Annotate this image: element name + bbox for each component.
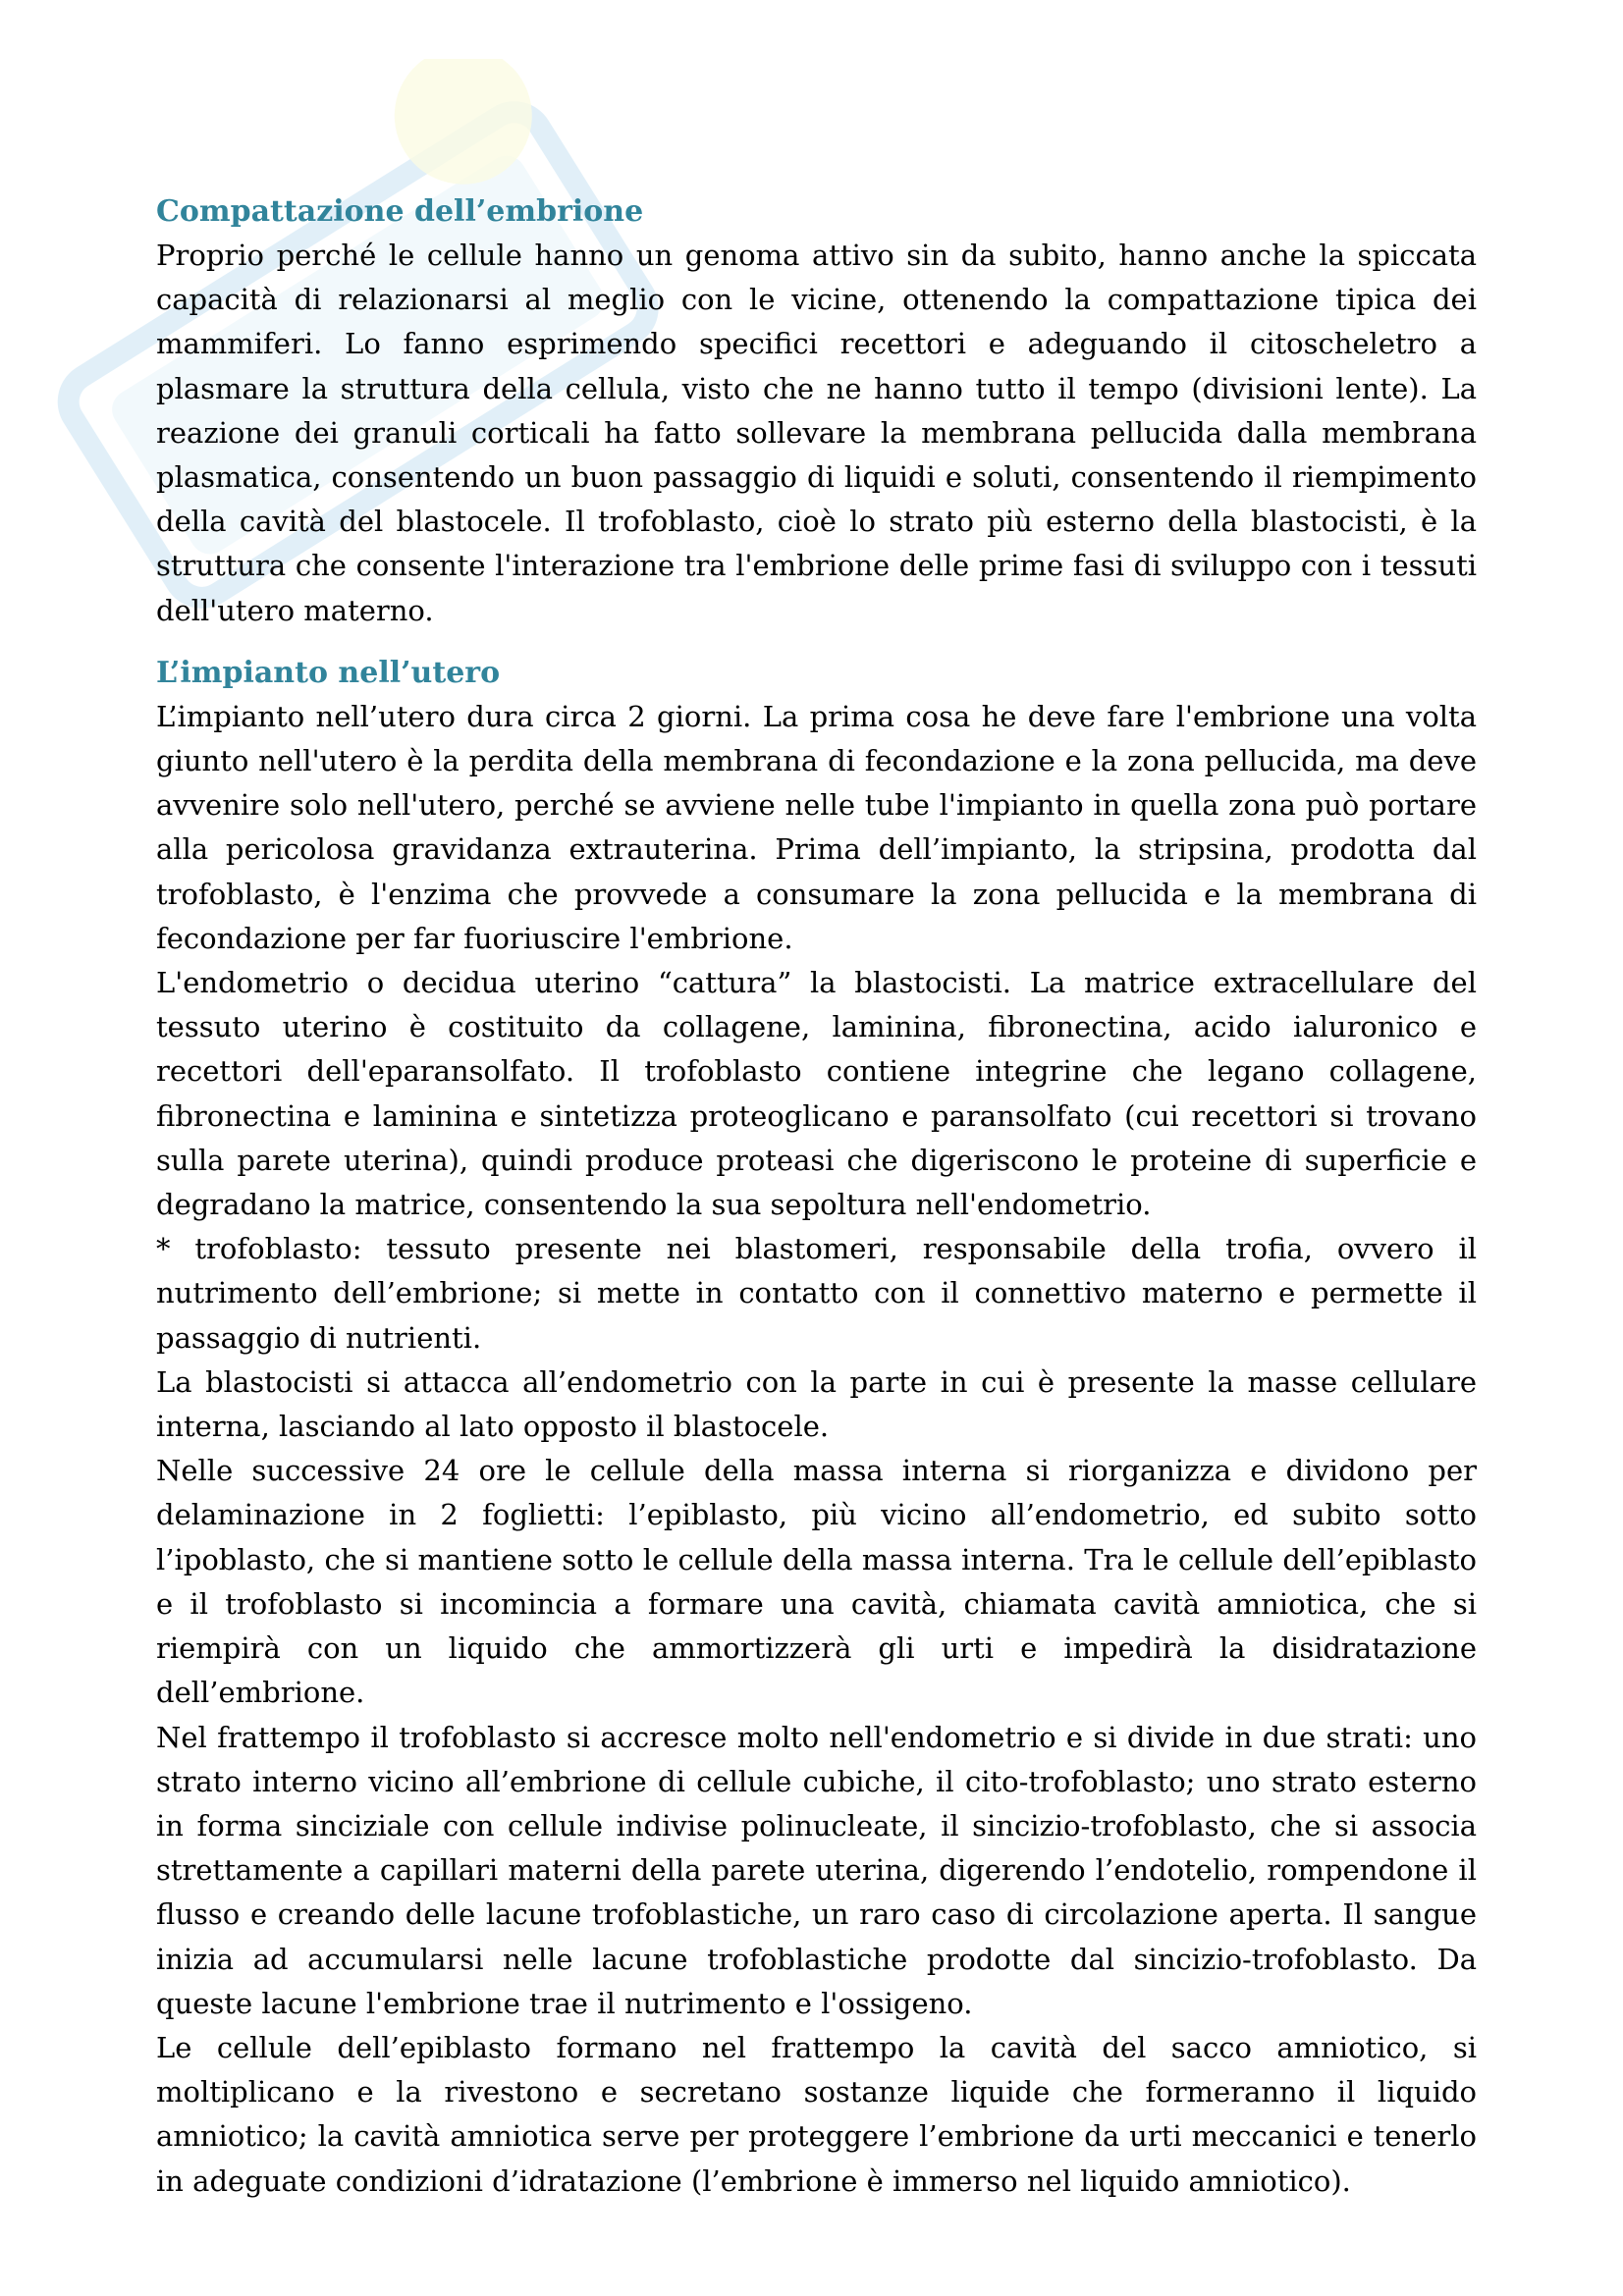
- paragraph: Proprio perché le cellule hanno un genoma attivo sin da subito, hanno anche la spiccata capacità di relazionarsi al meglio con le vicine, ottenendo la compattazione tipica dei mammiferi. Lo fanno esprimendo specifici recettori e adeguando il citoscheletro a plasmare la struttura della cellula, visto che ne hanno tutto il tempo (divisioni lente). La reazione dei granuli corticali ha fatto sollevare la membrana pellucida dalla membrana plasmatica, consentendo un buon passaggio di liquidi e soluti, consentendo il riempimento della cavità del blastocele. Il trofoblasto, cioè lo strato più esterno della blastocisti, è la struttura che consente l'interazione tra l'embrione delle prime fasi di sviluppo con i tessuti dell'utero materno.: [156, 239, 1477, 627]
- section-heading-impianto: L’impianto nell’utero: [156, 655, 501, 690]
- paragraph: La blastocisti si attacca all’endometrio con la parte in cui è presente la masse cellulare interna, lasciando al lato opposto il blastocele.: [156, 1364, 1477, 1444]
- section-heading-compattazione: Compattazione dell’embrione: [156, 194, 644, 229]
- footnote-paragraph: * trofoblasto: tessuto presente nei blastomeri, responsabile della trofia, ovvero il nutrimento dell’embrione; si mette in contatto con il connettivo materno e permette il passaggio di nutrienti.: [156, 1232, 1477, 1355]
- paragraph: L’impianto nell’utero dura circa 2 giorni. La prima cosa he deve fare l'embrione una volta giunto nell'utero è la perdita della membrana di fecondazione e la zona pellucida, ma deve avvenire solo nell'utero, perché se avviene nelle tube l'impianto in quella zona può portare alla pericolosa gravidanza extrauterina. Prima dell’impianto, la stripsina, prodotta dal trofoblasto, è l'enzima che provvede a consumare la zona pellucida e la membrana di fecondazione per far fuoriuscire l'embrione.: [156, 699, 1477, 955]
- paragraph: Nel frattempo il trofoblasto si accresce molto nell'endometrio e si divide in due strati: uno strato interno vicino all’embrione di cellule cubiche, il cito-trofoblasto; uno strato esterno in forma sinciziale con cellule indivise polinucleate, il sincizio-trofoblasto, che si associa strettamente a capillari materni della parete uterina, digerendo l’endotelio, rompendone il flusso e creando delle lacune trofoblastiche, un raro caso di circolazione aperta. Il sangue inizia ad accumularsi nelle lacune trofoblastiche prodotte dal sincizio-trofoblasto. Da queste lacune l'embrione trae il nutrimento e l'ossigeno.: [156, 1720, 1477, 2020]
- paragraph: Nelle successive 24 ore le cellule della massa interna si riorganizza e dividono per delaminazione in 2 foglietti: l’epiblasto, più vicino all’endometrio, ed subito sotto l’ipoblasto, che si mantiene sotto le cellule della massa interna. Tra le cellule dell’epiblasto e il trofoblasto si incomincia a formare una cavità, chiamata cavità amniotica, che si riempirà con un liquido che ammortizzerà gli urti e impedirà la disidratazione dell’embrione.: [156, 1454, 1477, 1710]
- document-page: [156, 189, 1477, 2204]
- paragraph: Le cellule dell’epiblasto formano nel frattempo la cavità del sacco amniotico, si moltiplicano e la rivestono e secretano sostanze liquide che formeranno il liquido amniotico; la cavità amniotica serve per proteggere l’embrione da urti meccanici e tenerlo in adeguate condizioni d’idratazione (l’embrione è immerso nel liquido amniotico).: [156, 2030, 1477, 2198]
- paragraph: L'endometrio o decidua uterino “cattura” la blastocisti. La matrice extracellulare del tessuto uterino è costituito da collagene, laminina, fibronectina, acido ialuronico e recettori dell'eparansolfato. Il trofoblasto contiene integrine che legano collagene, fibronectina e laminina e sintetizza proteoglicano e paransolfato (cui recettori si trovano sulla parete uterina), quindi produce proteasi che digeriscono le proteine di superficie e degradano la matrice, consentendo la sua sepoltura nell'endometrio.: [156, 966, 1477, 1222]
